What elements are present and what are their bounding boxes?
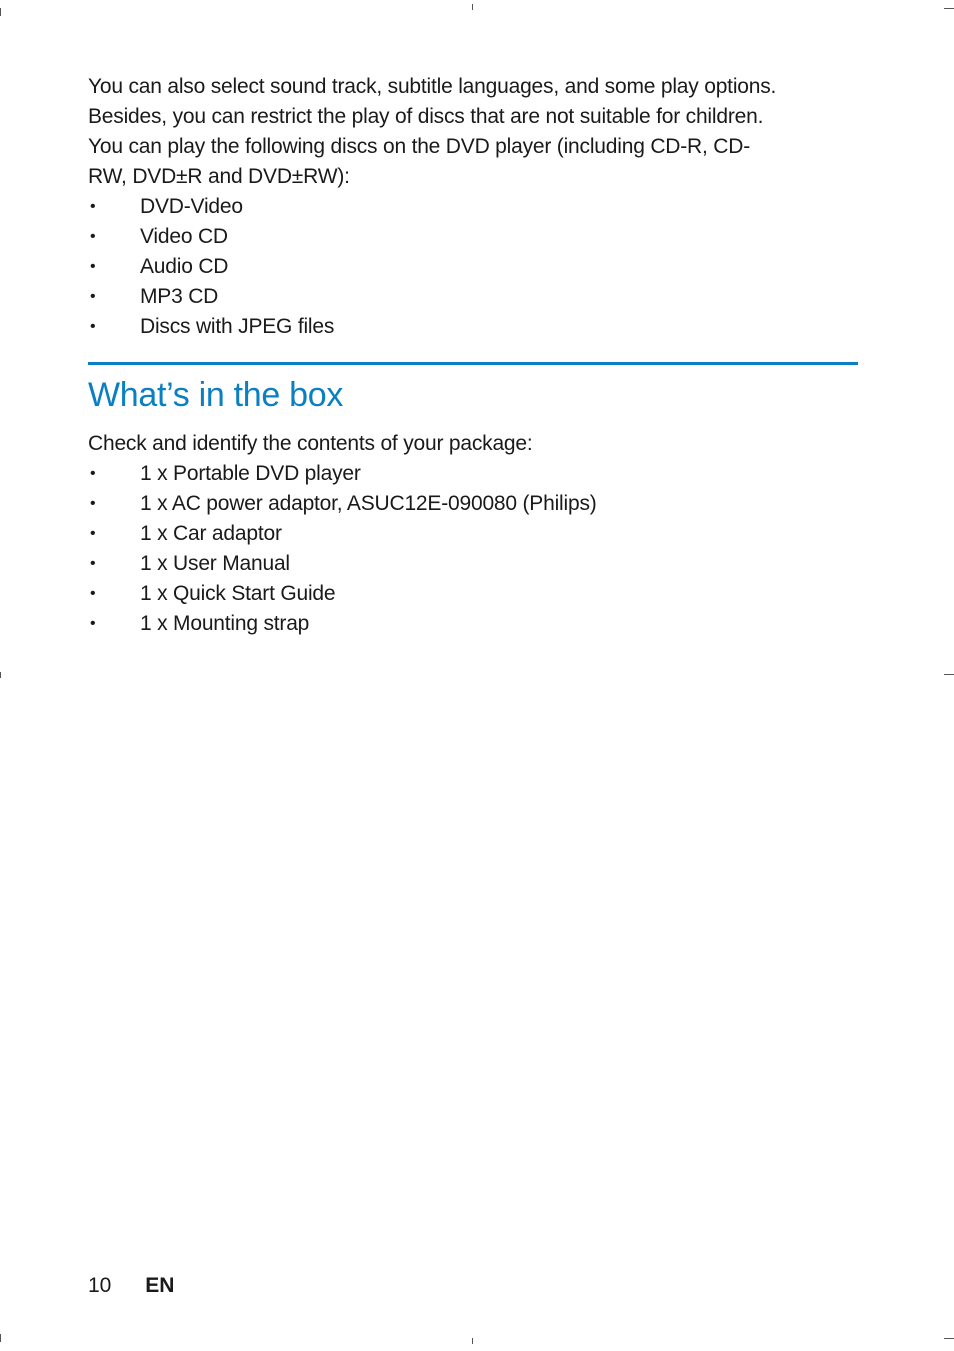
- bullet-icon: •: [90, 585, 96, 602]
- language-code: EN: [145, 1274, 175, 1297]
- section-heading: What’s in the box: [88, 376, 344, 414]
- crop-mark: [944, 674, 954, 675]
- list-item: • 1 x AC power adaptor, ASUC12E-090080 (Philips): [88, 489, 858, 519]
- bullet-icon: •: [90, 495, 96, 512]
- page-footer: [88, 1271, 174, 1301]
- crop-mark: [0, 8, 1, 16]
- list-item: • 1 x User Manual: [88, 549, 858, 579]
- list-item: • 1 x Car adaptor: [88, 519, 858, 549]
- section-intro: Check and identify the contents of your package:: [88, 432, 533, 455]
- disc-type-list: [88, 192, 858, 342]
- bullet-icon: •: [90, 555, 96, 572]
- list-item: • Video CD: [88, 222, 858, 252]
- list-item: • DVD-Video: [88, 192, 858, 222]
- page-content: [88, 72, 858, 639]
- crop-mark: [944, 1338, 954, 1339]
- bullet-icon: •: [90, 198, 96, 215]
- intro-paragraph: You can also select sound track, subtitle languages, and some play options. Besides, you can restrict the play of discs that are not suitable for children. You can play the following discs on the DVD player (including CD-R, CD- RW, DVD±R and DVD±RW):: [88, 75, 777, 188]
- package-contents-list: [88, 459, 858, 639]
- list-item: • Discs with JPEG files: [88, 312, 858, 342]
- bullet-icon: •: [90, 228, 96, 245]
- list-item: • 1 x Portable DVD player: [88, 459, 858, 489]
- crop-mark: [0, 672, 1, 678]
- list-item: • 1 x Mounting strap: [88, 609, 858, 639]
- crop-mark: [472, 1338, 473, 1344]
- crop-mark: [944, 8, 954, 9]
- list-item: • MP3 CD: [88, 282, 858, 312]
- bullet-icon: •: [90, 318, 96, 335]
- bullet-icon: •: [90, 525, 96, 542]
- bullet-icon: •: [90, 465, 96, 482]
- crop-mark: [472, 4, 473, 10]
- crop-mark: [0, 1334, 1, 1342]
- page-number: 10: [88, 1274, 112, 1297]
- bullet-icon: •: [90, 288, 96, 305]
- bullet-icon: •: [90, 258, 96, 275]
- list-item: • 1 x Quick Start Guide: [88, 579, 858, 609]
- list-item: • Audio CD: [88, 252, 858, 282]
- section-divider: [88, 362, 858, 365]
- bullet-icon: •: [90, 615, 96, 632]
